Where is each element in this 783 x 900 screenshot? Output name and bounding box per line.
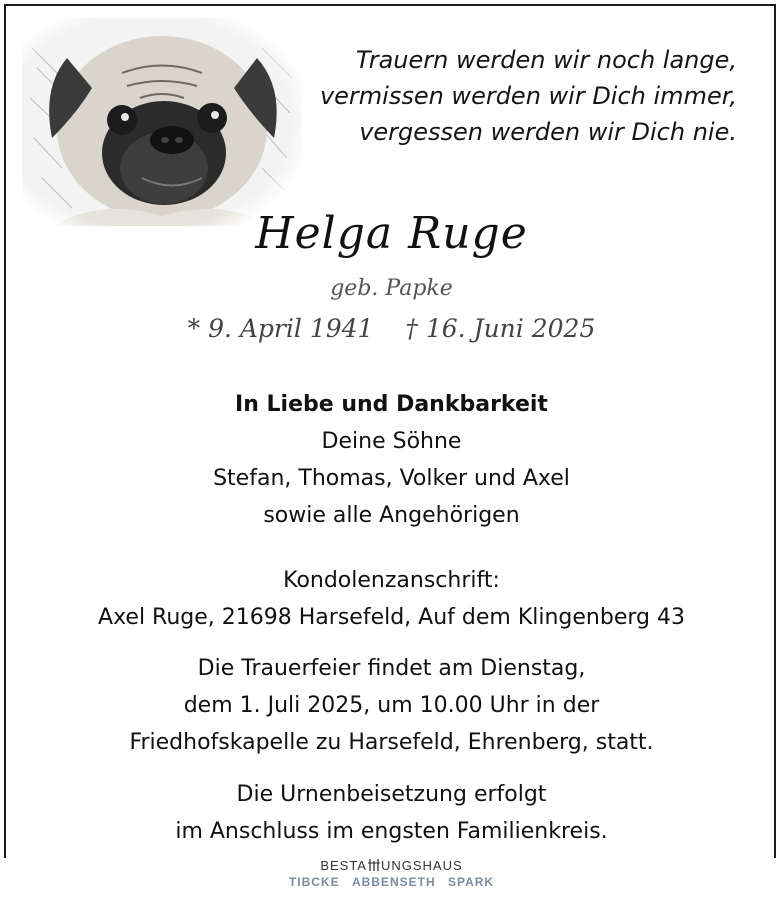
poem-line: vermissen werden wir Dich immer, xyxy=(319,82,737,110)
poem-line: vergessen werden wir Dich nie. xyxy=(359,118,737,146)
mourners-heading: In Liebe und Dankbarkeit xyxy=(235,392,548,417)
location-label: TIBCKE xyxy=(288,875,340,889)
funeral-line: Die Trauerfeier findet am Dienstag, xyxy=(197,656,586,681)
deceased-name: Helga Ruge xyxy=(255,208,528,259)
burial-section xyxy=(0,776,783,850)
funeral-home-logo xyxy=(0,858,783,890)
memorial-poem xyxy=(307,42,737,150)
funeral-line: Friedhofskapelle zu Harsefeld, Ehrenberg, statt. xyxy=(129,730,654,755)
life-dates xyxy=(0,314,783,343)
funeral-home-name-right: UNGSHAUS xyxy=(380,858,463,873)
mourners-line: Deine Söhne xyxy=(321,429,462,454)
condolence-section xyxy=(0,562,783,636)
poem-line: Trauern werden wir noch lange, xyxy=(355,46,737,74)
birth-date: * 9. April 1941 xyxy=(187,314,374,343)
funeral-line: dem 1. Juli 2025, um 10.00 Uhr in der xyxy=(183,693,600,718)
funeral-home-name xyxy=(285,858,498,874)
funeral-section xyxy=(0,650,783,761)
mourners-line: Stefan, Thomas, Volker und Axel xyxy=(213,466,570,491)
funeral-home-name-left: BESTA xyxy=(320,858,367,873)
burial-line: Die Urnenbeisetzung erfolgt xyxy=(236,782,547,807)
burial-line: im Anschluss im engsten Familienkreis. xyxy=(175,819,608,844)
location-label: ABBENSETH xyxy=(351,875,436,889)
candle-mark-icon xyxy=(367,859,381,871)
condolence-address: Axel Ruge, 21698 Harsefeld, Auf dem Klingenberg 43 xyxy=(98,605,685,630)
maiden-name: geb. Papke xyxy=(330,276,453,301)
mourners-section xyxy=(0,386,783,534)
funeral-home-locations xyxy=(285,874,498,890)
condolence-label: Kondolenzanschrift: xyxy=(283,568,500,593)
pug-portrait-image xyxy=(22,18,302,226)
mourners-line: sowie alle Angehörigen xyxy=(263,503,520,528)
death-date: † 16. Juni 2025 xyxy=(405,314,596,343)
location-label: SPARK xyxy=(447,875,495,889)
